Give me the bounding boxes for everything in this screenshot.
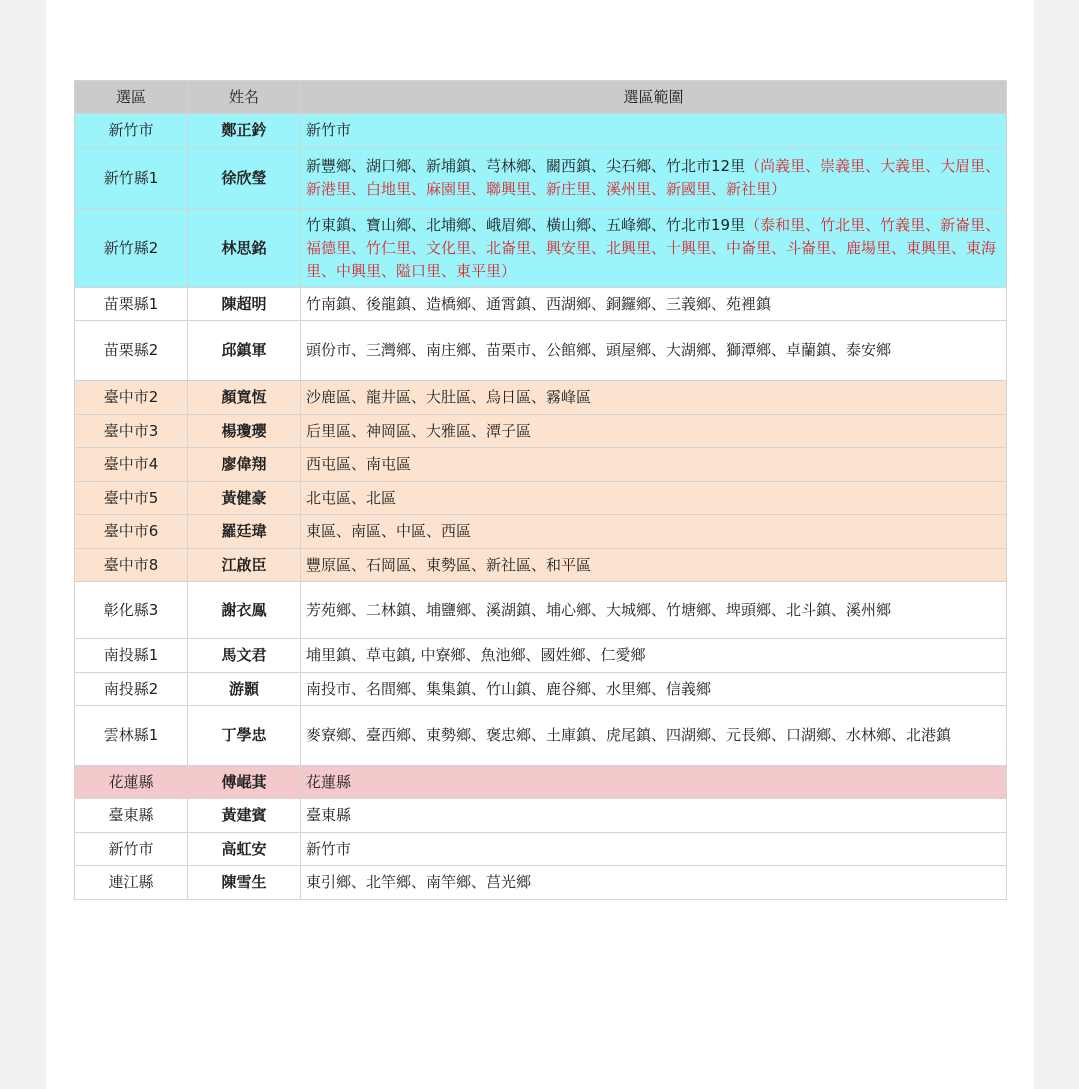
- name-cell: 楊瓊瓔: [188, 415, 301, 448]
- district-cell: 臺中市3: [75, 415, 188, 448]
- name-cell: 游顥: [188, 673, 301, 706]
- name-cell: 陳超明: [188, 288, 301, 321]
- district-cell: 花蓮縣: [75, 766, 188, 799]
- district-cell: 南投縣1: [75, 639, 188, 673]
- table-row: [75, 582, 1007, 639]
- district-cell: 新竹縣1: [75, 148, 188, 209]
- district-cell: 新竹市: [75, 114, 188, 148]
- name-cell: 傅崐萁: [188, 766, 301, 799]
- scope-text: 花蓮縣: [306, 772, 352, 791]
- table-row: [75, 673, 1007, 706]
- scope-cell: [301, 766, 1007, 799]
- scope-text: 東區、南區、中區、西區: [306, 522, 472, 540]
- scope-cell: [301, 448, 1007, 482]
- table-row: [75, 209, 1007, 288]
- table-row: [75, 448, 1007, 482]
- table-row: [75, 833, 1007, 866]
- table-row: [75, 482, 1007, 515]
- table-row: [75, 415, 1007, 448]
- scope-cell: [301, 833, 1007, 866]
- district-cell: 南投縣2: [75, 673, 188, 706]
- table-row: [75, 866, 1007, 900]
- scope-village-list: （泰和里、竹北里、竹義里、新崙里、福德里、竹仁里、文化里、北崙里、興安里、北興里、十興里、中崙里、斗崙里、鹿場里、東興里、東海里、中興里、隘口里、東平里）: [306, 215, 1001, 280]
- district-cell: 臺中市8: [75, 549, 188, 582]
- scope-text: 新竹市: [306, 839, 352, 858]
- scope-text: 沙鹿區、龍井區、大肚區、烏日區、霧峰區: [306, 388, 592, 406]
- table-row: [75, 381, 1007, 415]
- scope-text: 頭份市、三灣鄉、南庄鄉、苗栗市、公館鄉、頭屋鄉、大湖鄉、獅潭鄉、卓蘭鎮、泰安鄉: [306, 341, 892, 359]
- scope-text: 埔里鎮、草屯鎮, 中寮鄉、魚池鄉、國姓鄉、仁愛鄉: [306, 646, 646, 664]
- scope-cell: [301, 381, 1007, 415]
- name-cell: 馬文君: [188, 639, 301, 673]
- scope-text: 竹東鎮、寶山鄉、北埔鄉、峨眉鄉、橫山鄉、五峰鄉、竹北市19里: [306, 215, 746, 234]
- district-cell: 新竹縣2: [75, 209, 188, 288]
- scope-cell: [301, 288, 1007, 321]
- district-cell: 苗栗縣2: [75, 321, 188, 381]
- district-cell: 臺中市4: [75, 448, 188, 482]
- document-page: [46, 0, 1034, 1089]
- table-row: [75, 639, 1007, 673]
- district-cell: 苗栗縣1: [75, 288, 188, 321]
- scope-cell: [301, 866, 1007, 900]
- scope-text: 豐原區、石岡區、東勢區、新社區、和平區: [306, 555, 592, 574]
- scope-text: 南投市、名間鄉、集集鎮、竹山鎮、鹿谷鄉、水里鄉、信義鄉: [306, 679, 712, 698]
- header-scope: 選區範圍: [301, 81, 1007, 114]
- scope-text: 麥寮鄉、臺西鄉、東勢鄉、褒忠鄉、土庫鎮、虎尾鎮、四湖鄉、元長鄉、口湖鄉、水林鄉、北港鎮: [306, 726, 952, 744]
- scope-text: 芳苑鄉、二林鎮、埔鹽鄉、溪湖鎮、埔心鄉、大城鄉、竹塘鄉、埤頭鄉、北斗鎮、溪州鄉: [306, 600, 892, 619]
- table-row: [75, 148, 1007, 209]
- name-cell: 廖偉翔: [188, 448, 301, 482]
- district-cell: 臺中市2: [75, 381, 188, 415]
- district-cell: 臺中市5: [75, 482, 188, 515]
- scope-village-list: （尚義里、崇義里、大義里、大眉里、新港里、白地里、麻園里、聯興里、新庄里、溪州里、新國里、新社里）: [306, 157, 1001, 198]
- name-cell: 林思銘: [188, 209, 301, 288]
- name-cell: 羅廷瑋: [188, 515, 301, 549]
- name-cell: 丁學忠: [188, 706, 301, 766]
- table-row: [75, 515, 1007, 549]
- table-row: [75, 799, 1007, 833]
- table-body: [75, 114, 1007, 900]
- district-cell: 臺中市6: [75, 515, 188, 549]
- scope-text: 后里區、神岡區、大雅區、潭子區: [306, 421, 532, 440]
- scope-cell: [301, 515, 1007, 549]
- table-row: [75, 114, 1007, 148]
- name-cell: 黃建賓: [188, 799, 301, 833]
- scope-cell: [301, 673, 1007, 706]
- scope-text: 新豐鄉、湖口鄉、新埔鎮、芎林鄉、關西鎮、尖石鄉、竹北市12里: [306, 157, 746, 175]
- table-row: [75, 288, 1007, 321]
- scope-cell: [301, 549, 1007, 582]
- name-cell: 鄭正鈐: [188, 114, 301, 148]
- scope-text: 東引鄉、北竿鄉、南竿鄉、莒光鄉: [306, 873, 532, 891]
- name-cell: 徐欣瑩: [188, 148, 301, 209]
- scope-cell: [301, 582, 1007, 639]
- scope-cell: [301, 706, 1007, 766]
- district-cell: 臺東縣: [75, 799, 188, 833]
- scope-cell: [301, 209, 1007, 288]
- scope-text: 新竹市: [306, 121, 352, 139]
- header-district: 選區: [75, 81, 188, 114]
- district-cell: 連江縣: [75, 866, 188, 900]
- scope-cell: [301, 415, 1007, 448]
- table-row: [75, 321, 1007, 381]
- scope-text: 西屯區、南屯區: [306, 455, 412, 473]
- scope-cell: [301, 482, 1007, 515]
- name-cell: 高虹安: [188, 833, 301, 866]
- name-cell: 顏寬恆: [188, 381, 301, 415]
- district-cell: 彰化縣3: [75, 582, 188, 639]
- scope-cell: [301, 114, 1007, 148]
- district-cell: 雲林縣1: [75, 706, 188, 766]
- district-table: [74, 80, 1007, 900]
- name-cell: 謝衣鳯: [188, 582, 301, 639]
- table-header-row: [75, 81, 1007, 114]
- scope-cell: [301, 321, 1007, 381]
- district-cell: 新竹市: [75, 833, 188, 866]
- name-cell: 江啟臣: [188, 549, 301, 582]
- scope-text: 竹南鎮、後龍鎮、造橋鄉、通霄鎮、西湖鄉、銅鑼鄉、三義鄉、苑裡鎮: [306, 294, 772, 313]
- table-row: [75, 549, 1007, 582]
- header-name: 姓名: [188, 81, 301, 114]
- table-row: [75, 706, 1007, 766]
- name-cell: 陳雪生: [188, 866, 301, 900]
- name-cell: 邱鎮軍: [188, 321, 301, 381]
- scope-text: 北屯區、北區: [306, 488, 397, 507]
- scope-text: 臺東縣: [306, 806, 352, 824]
- scope-cell: [301, 148, 1007, 209]
- table-row: [75, 766, 1007, 799]
- scope-cell: [301, 799, 1007, 833]
- name-cell: 黃健豪: [188, 482, 301, 515]
- scope-cell: [301, 639, 1007, 673]
